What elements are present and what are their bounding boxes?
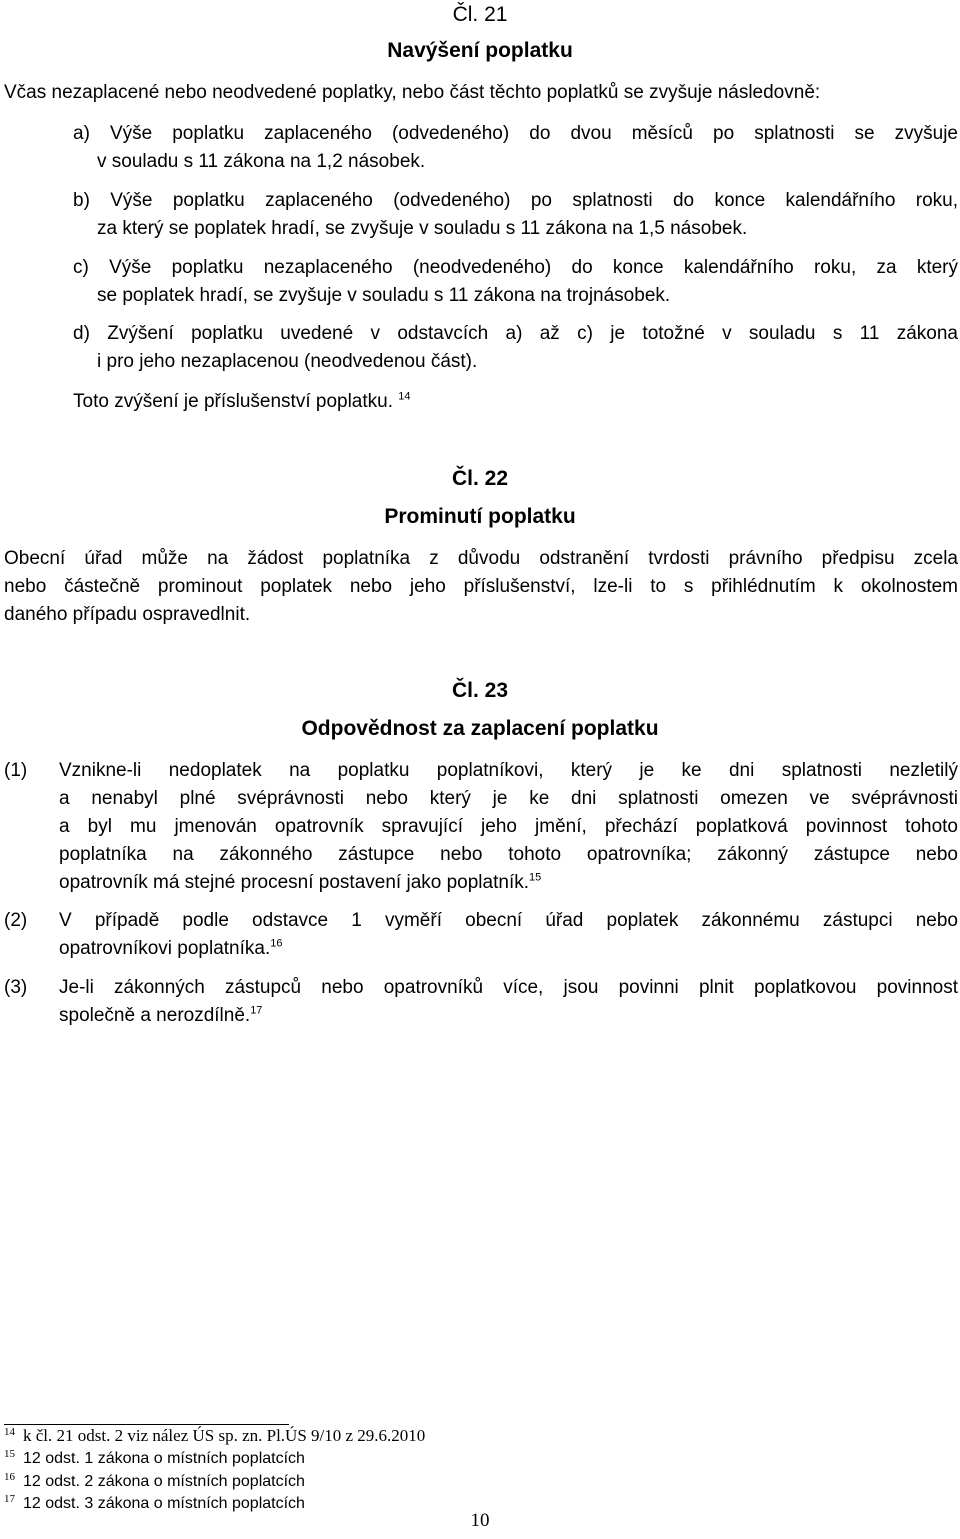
footnote-15 [4, 1449, 305, 1469]
article-21-item-c [73, 254, 958, 310]
item-c-line2: se poplatek hradí, se zvyšuje v souladu s 11 zákona na trojnásobek. [97, 285, 671, 306]
footnote-16-text: 12 odst. 2 zákona o místních poplatcích [23, 1473, 305, 1490]
item-d-line2: i pro jeho nezaplacenou (neodvedenou část). [97, 351, 478, 372]
paragraph-2-line2: opatrovníkovi poplatníka. [59, 938, 271, 959]
footnote-15-number: 15 [4, 1447, 15, 1460]
article-22-text [4, 545, 958, 629]
article-23-number: Čl. 23 [451, 679, 509, 702]
footnote-16-number: 16 [4, 1470, 15, 1483]
article-23-title: Odpovědnost za zaplacení poplatku [301, 717, 659, 740]
article-22-line1: Obecní úřad může na žádost poplatníka z důvodu odstranění tvrdosti právního předpisu zcela [4, 548, 958, 569]
article-21-number: Čl. 21 [452, 3, 508, 26]
article-22-number: Čl. 22 [451, 467, 509, 490]
article-22-title: Prominutí poplatku [384, 505, 576, 528]
article-21-item-b [73, 187, 958, 243]
footnote-ref-16: 16 [270, 937, 283, 950]
paragraph-3-line1: Je-li zákonných zástupců nebo opatrovníků více, jsou povinni plnit poplatkovou povinnost [59, 977, 958, 998]
footnote-ref-15: 15 [529, 871, 542, 884]
item-b-line2: za který se poplatek hradí, se zvyšuje v souladu s 11 zákona na 1,5 násobek. [97, 218, 748, 239]
footnote-14-text: k čl. 21 odst. 2 viz nález ÚS sp. zn. Pl.ÚS 9/10 z 29.6.2010 [23, 1426, 426, 1445]
footnote-ref-17: 17 [250, 1004, 263, 1017]
paragraph-3-line2: společně a nerozdílně. [59, 1005, 251, 1026]
article-21-item-a [73, 120, 958, 176]
footnote-17-number: 17 [4, 1492, 15, 1505]
footnote-16 [4, 1472, 305, 1492]
article-21-title: Navýšení poplatku [387, 39, 573, 62]
article-21-intro: Včas nezaplacené nebo neodvedené poplatky, nebo část těchto poplatků se zvyšuje následovně: [4, 82, 821, 103]
article-22-line2: nebo částečně prominout poplatek nebo jeho příslušenství, lze-li to s přihlédnutím k okolnostem [4, 576, 958, 597]
paragraph-1-line4: poplatníka na zákonného zástupce nebo tohoto opatrovníka; zákonný zástupce nebo [59, 844, 958, 865]
paragraph-1-line2: a nenabyl plné svéprávnosti nebo který je ke dni splatnosti omezen ve svéprávnosti [59, 788, 958, 809]
closing-text: Toto zvýšení je příslušenství poplatku. [73, 391, 393, 412]
footnote-14 [4, 1426, 425, 1447]
paragraph-1-number: (1) [4, 760, 28, 781]
footnote-ref-14: 14 [398, 390, 411, 403]
item-c-line1: c) Výše poplatku nezaplaceného (neodvedeného) do konce kalendářního roku, za který [73, 257, 958, 278]
article-22-line3: daného případu ospravedlnit. [4, 604, 251, 625]
page-number: 10 [470, 1510, 490, 1531]
article-23-paragraph-2 [4, 907, 958, 963]
paragraph-3-number: (3) [4, 977, 28, 998]
item-a-line1: a) Výše poplatku zaplaceného (odvedeného) do dvou měsíců po splatnosti se zvyšuje [73, 123, 958, 144]
paragraph-1-line1: Vznikne-li nedoplatek na poplatku poplatníkovi, který je ke dni splatnosti nezletilý [59, 760, 958, 781]
article-23-paragraph-3 [4, 974, 958, 1030]
item-a-line2: v souladu s 11 zákona na 1,2 násobek. [97, 151, 426, 172]
article-21-item-d [73, 320, 958, 376]
footnote-separator [4, 1424, 289, 1425]
item-d-line1: d) Zvýšení poplatku uvedené v odstavcích a) až c) je totožné v souladu s 11 zákona [73, 323, 958, 344]
article-23-paragraph-1 [4, 757, 958, 897]
paragraph-2-number: (2) [4, 910, 28, 931]
paragraph-1-line5: opatrovník má stejné procesní postavení jako poplatník. [59, 872, 529, 893]
paragraph-2-line1: V případě podle odstavce 1 vyměří obecní úřad poplatek zákonnému zástupci nebo [59, 910, 958, 931]
item-b-line1: b) Výše poplatku zaplaceného (odvedeného) po splatnosti do konce kalendářního roku, [73, 190, 958, 211]
footnote-14-number: 14 [4, 1425, 15, 1438]
article-21-closing [73, 388, 411, 416]
footnote-17-text: 12 odst. 3 zákona o místních poplatcích [23, 1495, 305, 1512]
paragraph-1-line3: a byl mu jmenován opatrovník spravující jeho jmění, přechází poplatková povinnost tohoto [59, 816, 958, 837]
footnote-15-text: 12 odst. 1 zákona o místních poplatcích [23, 1450, 305, 1467]
